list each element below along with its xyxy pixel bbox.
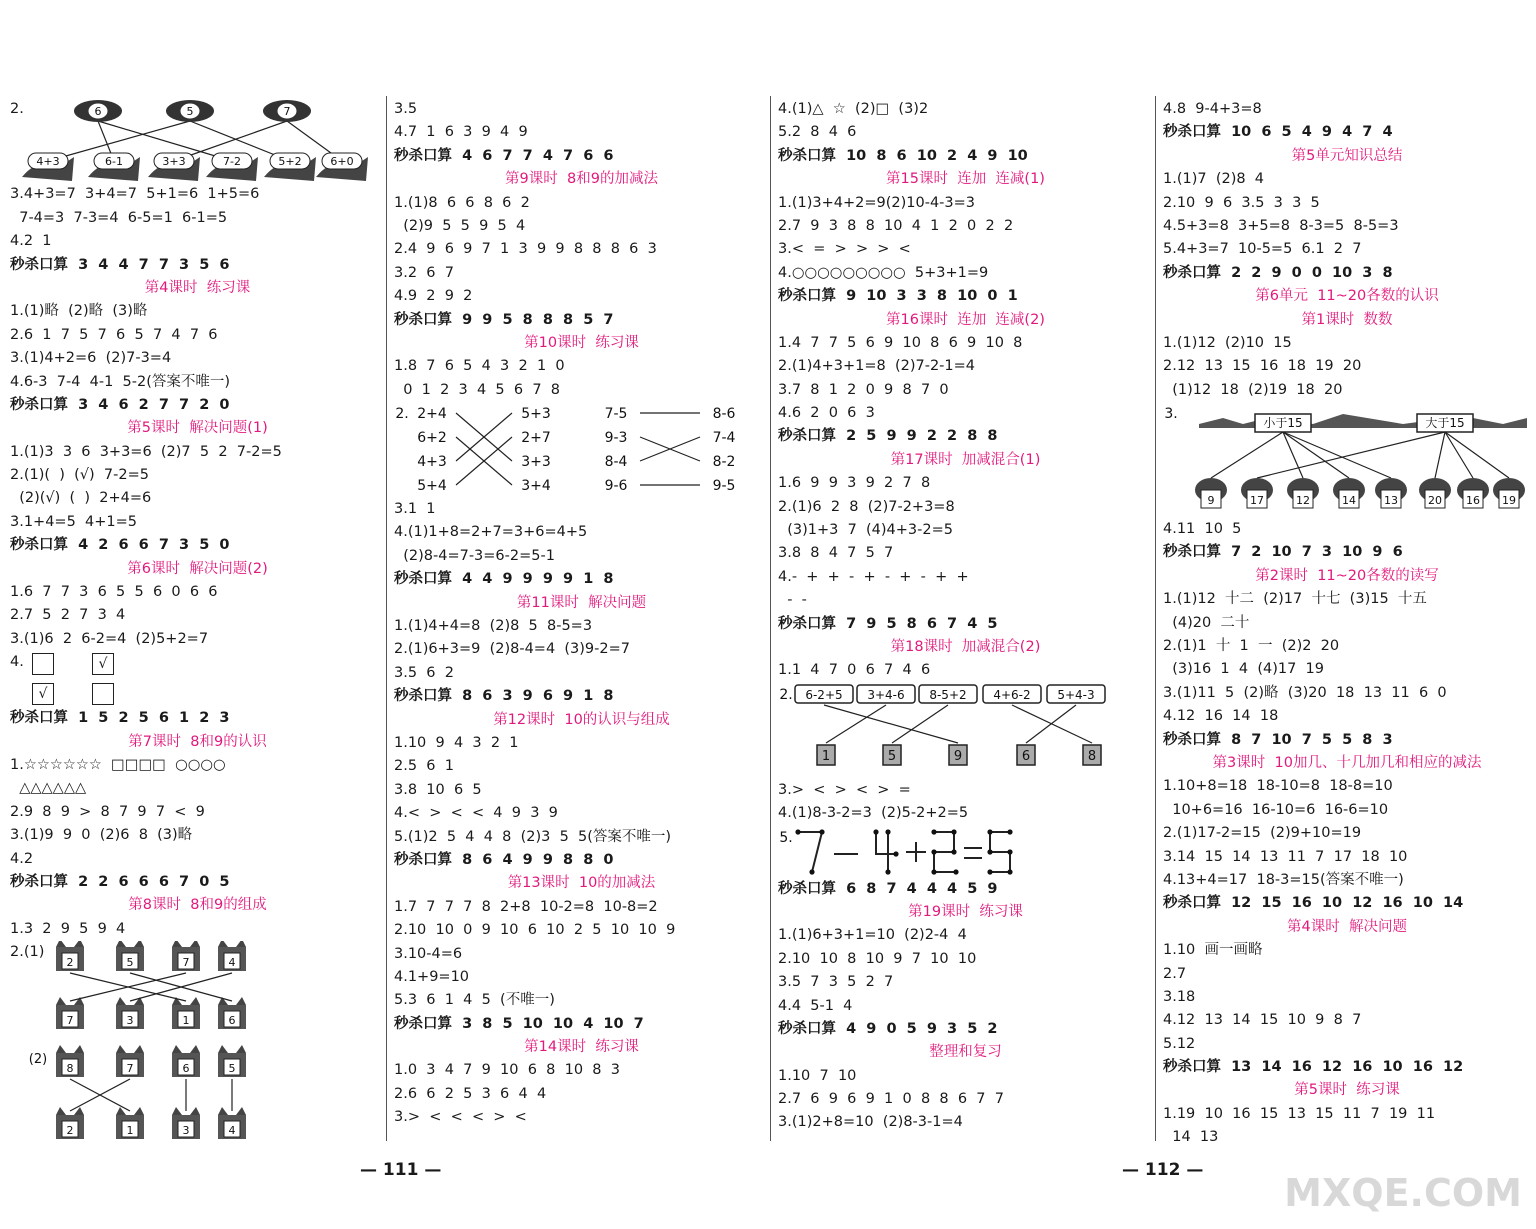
answer-column-1 — [10, 98, 385, 1151]
lesson-heading: 第6课时 解决问题(2) — [127, 560, 268, 577]
fish-expression: 7-2 — [223, 155, 241, 169]
answer-line: 1.4 7 7 5 6 9 10 8 6 9 10 8 — [778, 334, 1023, 351]
expression-card: 6-2+5 — [805, 687, 843, 702]
result-card: 5 — [887, 748, 897, 764]
column-divider-1 — [386, 96, 387, 1141]
compare-with-15-figure — [1163, 402, 1531, 518]
answer-line: 10+6=16 16-10=6 16-6=10 — [1163, 801, 1389, 818]
watermark-logo: MXQE.COM — [1284, 1171, 1522, 1215]
answer-line: 2.10 10 0 9 10 6 10 2 5 10 10 9 — [394, 922, 676, 939]
answer-line: 4.4 5-1 4 — [778, 997, 853, 1014]
expression-left: 6+2 — [417, 430, 447, 447]
expression-right: 7-5 — [604, 406, 628, 423]
lesson-heading: 第8课时 8和9的组成 — [128, 897, 267, 914]
expression-card: 3+4-6 — [867, 687, 905, 702]
lesson-heading: 第14课时 练习课 — [524, 1039, 639, 1056]
lesson-heading: 第6单元 11~20各数的认识 — [1255, 288, 1439, 305]
answer-line: 1.3 2 9 5 9 4 — [10, 920, 126, 937]
expression-card: 8-5+2 — [929, 687, 967, 702]
quick-calc-row: 秒杀口算 1 5 2 5 6 1 2 3 — [10, 710, 230, 727]
checkbox-answer-grid — [10, 651, 385, 707]
answer-line: 3.14 15 14 13 11 7 17 18 10 — [1163, 848, 1408, 865]
answer-line: 1.(1)3+4+2=9(2)10-4-3=3 — [778, 194, 976, 211]
answer-line: 2.5 6 1 — [394, 758, 454, 775]
answer-line: (2)9 5 5 9 5 4 — [394, 217, 526, 234]
result-card: 9 — [953, 748, 963, 764]
page-number-left: — 111 — — [360, 1160, 442, 1180]
answer-line: 2. — [10, 101, 24, 117]
answer-line: 4.13+4=17 18-3=15(答案不唯一) — [1163, 871, 1404, 888]
answer-line: 3.5 7 3 5 2 7 — [778, 974, 894, 991]
answer-checkbox: √ — [32, 683, 54, 705]
answer-line: 2.7 6 9 6 9 1 0 8 8 6 7 7 — [778, 1091, 1004, 1108]
animal-number: 7 — [182, 956, 190, 970]
quick-calc-row: 秒杀口算 10 6 5 4 9 4 7 4 — [1163, 124, 1393, 141]
answer-checkbox — [32, 653, 54, 675]
lesson-heading: 第3课时 10加几、十几加几和相应的减法 — [1212, 754, 1482, 771]
answer-line: 3.(1)4+2=6 (2)7-3=4 — [10, 350, 172, 367]
fish-expression: 6+0 — [330, 155, 354, 169]
answer-line: 4. — [10, 654, 24, 671]
animal-number: 2 — [66, 1124, 74, 1138]
expression-left: 3+4 — [521, 478, 551, 495]
answer-line: 2.7 5 2 7 3 4 — [10, 607, 126, 624]
answer-line: 7-4=3 7-3=4 6-5=1 6-1=5 — [10, 209, 228, 226]
animal-number: 4 — [228, 1124, 236, 1138]
expression-result-matching-figure — [778, 683, 1153, 779]
answer-line: 4.(1)△ ☆ (2)□ (3)2 — [778, 101, 929, 117]
animal-number: 1 — [182, 1014, 190, 1028]
answer-line: 1.(1)12 (2)10 15 — [1163, 334, 1292, 351]
answer-line: 3.18 — [1163, 988, 1196, 1005]
answer-line: 4.6-3 7-4 4-1 5-2(答案不唯一) — [10, 373, 231, 390]
answer-line: 5.12 — [1163, 1035, 1196, 1052]
quick-calc-row: 秒杀口算 4 4 9 9 9 9 1 8 — [394, 571, 614, 588]
animal-number: 5 — [228, 1062, 236, 1076]
answer-line: 2.4 9 6 9 7 1 3 9 9 8 8 8 6 3 — [394, 241, 657, 258]
answer-line: 4.8 9-4+3=8 — [1163, 101, 1262, 117]
animal-number: 16 — [1466, 494, 1480, 508]
answer-line: 3.4+3=7 3+4=7 5+1=6 1+5=6 — [10, 186, 260, 203]
answer-line: 2.7 — [1163, 965, 1187, 982]
lesson-heading: 第4课时 解决问题 — [1287, 918, 1407, 935]
expression-left: 4+3 — [417, 454, 447, 471]
answer-line: 1.(1)6+3+1=10 (2)2-4 4 — [778, 927, 967, 944]
lesson-heading: 第18课时 加减混合(2) — [890, 638, 1041, 655]
answer-line: 4.○○○○○○○○○ 5+3+1=9 — [778, 264, 989, 281]
answer-line: 2.(1)( ) (√) 7-2=5 — [10, 467, 149, 484]
answer-checkbox — [92, 683, 114, 705]
answer-line: - - — [778, 592, 807, 609]
answer-line: 1.(1)7 (2)8 4 — [1163, 171, 1265, 188]
quick-calc-row: 秒杀口算 2 2 9 0 0 10 3 8 — [1163, 264, 1393, 281]
answer-line: 1.☆☆☆☆☆☆ □□□□ ○○○○ — [10, 756, 226, 773]
answer-line: 3.8 8 4 7 5 7 — [778, 545, 894, 562]
expression-right: 9-6 — [604, 478, 628, 495]
column-divider-3 — [1155, 96, 1156, 1141]
quick-calc-row: 秒杀口算 8 7 10 7 5 5 8 3 — [1163, 731, 1393, 748]
expression-right: 9-3 — [604, 430, 628, 447]
answer-line: 4.(1)8-3-2=3 (2)5-2+2=5 — [778, 805, 969, 822]
answer-line: 1.1 4 7 0 6 7 4 6 — [778, 662, 931, 679]
answer-line: 1.10 画一画略 — [1163, 942, 1263, 959]
answer-line: 4.12 13 14 15 10 9 8 7 — [1163, 1012, 1362, 1029]
answer-line: 3.1 1 — [394, 501, 436, 518]
answer-line: 2. — [395, 406, 409, 423]
lesson-heading: 第13课时 10的加减法 — [507, 875, 656, 892]
answer-line: 4.1+9=10 — [394, 968, 470, 985]
answer-line: 1.6 7 7 3 6 5 5 6 0 6 6 — [10, 584, 218, 601]
lesson-heading: 第5课时 练习课 — [1294, 1082, 1400, 1099]
lesson-heading: 第4课时 练习课 — [144, 279, 251, 296]
expression-right: 8-6 — [712, 406, 736, 423]
ball-number: 7 — [283, 105, 291, 119]
animal-pairing-figure — [10, 941, 385, 1151]
answer-line: 3.5 6 2 — [394, 664, 454, 681]
quick-calc-row: 秒杀口算 3 4 4 7 7 3 5 6 — [10, 256, 230, 273]
answer-checkbox: √ — [92, 653, 114, 675]
animal-number: 7 — [66, 1014, 74, 1028]
answer-line: 4.9 2 9 2 — [394, 288, 473, 305]
answer-line: 2.6 1 7 5 7 6 5 7 4 7 6 — [10, 326, 218, 343]
answer-line: 3.< = > > > < — [778, 241, 911, 258]
answer-line: (2)8-4=7-3=6-2=5-1 — [394, 547, 555, 564]
answer-line: 2.(1)4+3+1=8 (2)7-2-1=4 — [778, 358, 975, 375]
answer-line: 4.(1)1+8=2+7=3+6=4+5 — [394, 524, 588, 541]
answer-line: (4)20 二十 — [1163, 614, 1250, 631]
lesson-heading: 整理和复习 — [929, 1044, 1002, 1061]
answer-line: 1.0 3 4 7 9 10 6 8 10 8 3 — [394, 1062, 620, 1079]
quick-calc-row: 秒杀口算 8 6 4 9 9 8 8 0 — [394, 851, 614, 868]
answer-line: 2.(1) — [10, 944, 45, 961]
quick-calc-row: 秒杀口算 9 9 5 8 8 8 5 7 — [394, 311, 614, 328]
answer-line: 1.10 9 4 3 2 1 — [394, 734, 519, 751]
fish-expression: 4+3 — [36, 155, 60, 169]
answer-line: 3.(1)6 2 6-2=4 (2)5+2=7 — [10, 630, 209, 647]
animal-number: 20 — [1428, 494, 1442, 508]
answer-line: 1.(1)略 (2)略 (3)略 — [10, 303, 148, 320]
column-divider-2 — [770, 96, 771, 1141]
answer-line: 4.2 — [10, 850, 34, 867]
quick-calc-row: 秒杀口算 7 2 10 7 3 10 9 6 — [1163, 544, 1403, 561]
answer-column-2 — [394, 98, 769, 1130]
result-card: 1 — [821, 748, 831, 764]
answer-line: 3. — [1164, 406, 1178, 423]
answer-line: 4.7 1 6 3 9 4 9 — [394, 124, 528, 141]
answer-line: 2.6 6 2 5 3 6 4 4 — [394, 1085, 547, 1102]
answer-line: 5.(1)2 5 4 4 8 (2)3 5 5(答案不唯一) — [394, 828, 672, 845]
answer-line: 3.8 10 6 5 — [394, 781, 482, 798]
quick-calc-row: 秒杀口算 6 8 7 4 4 4 5 9 — [778, 880, 998, 897]
expression-right: 7-4 — [712, 430, 736, 447]
expression-card: 5+4-3 — [1057, 687, 1095, 702]
animal-number: 12 — [1296, 494, 1310, 508]
lesson-heading: 第10课时 练习课 — [524, 334, 639, 351]
answer-line: 1.10+8=18 18-10=8 18-8=10 — [1163, 778, 1393, 795]
answer-line: 2.(1)6+3=9 (2)8-4=4 (3)9-2=7 — [394, 641, 630, 658]
part-label: (2) — [28, 1052, 48, 1068]
animal-number: 19 — [1502, 494, 1516, 508]
expression-left: 5+4 — [417, 478, 447, 495]
answer-line: 1.(1)3 3 6 3+3=6 (2)7 5 2 7-2=5 — [10, 443, 282, 460]
lesson-heading: 第9课时 8和9的加减法 — [505, 171, 658, 188]
animal-number: 6 — [182, 1062, 190, 1076]
expression-matching-figure — [394, 402, 769, 498]
dot-digits-icon — [795, 829, 1012, 874]
animal-number: 9 — [1207, 494, 1215, 508]
less-than-15-sign: 小于15 — [1263, 416, 1303, 431]
expression-card: 4+6-2 — [993, 687, 1031, 702]
answer-line: 2.(1)1 十 1 一 (2)2 20 — [1163, 638, 1340, 655]
answer-line: 1.(1)4+4=8 (2)8 5 8-5=3 — [394, 618, 593, 635]
result-card: 8 — [1087, 748, 1097, 764]
answer-column-4 — [1163, 98, 1531, 1150]
answer-line: 3.1+4=5 4+1=5 — [10, 513, 138, 530]
animal-number: 17 — [1250, 494, 1264, 508]
answer-line: 2.9 8 9 > 8 7 9 7 < 9 — [10, 803, 205, 820]
lesson-heading: 第11课时 解决问题 — [516, 594, 647, 611]
answer-line: △△△△△△ — [10, 780, 87, 797]
answer-line: 3.(1)9 9 0 (2)6 8 (3)略 — [10, 827, 193, 844]
quick-calc-row: 秒杀口算 2 2 6 6 6 7 0 5 — [10, 873, 230, 890]
answer-line: 14 13 — [1163, 1129, 1219, 1146]
answer-line: 3.2 6 7 — [394, 264, 454, 281]
fish-expression: 5+2 — [278, 155, 302, 169]
quick-calc-row: 秒杀口算 8 6 3 9 6 9 1 8 — [394, 688, 614, 705]
animal-number: 4 — [228, 956, 236, 970]
answer-column-3 — [778, 98, 1153, 1135]
result-card: 6 — [1021, 748, 1031, 764]
lesson-heading: 第5单元知识总结 — [1291, 147, 1403, 164]
answer-line: 5.4+3=7 10-5=5 6.1 2 7 — [1163, 241, 1362, 258]
animal-number: 3 — [126, 1014, 134, 1028]
expression-left: 2+7 — [521, 430, 551, 447]
answer-line: 1.10 7 10 — [778, 1067, 857, 1084]
ball-number: 6 — [94, 105, 102, 119]
animal-number: 7 — [126, 1062, 134, 1076]
quick-calc-row: 秒杀口算 4 6 7 7 4 7 6 6 — [394, 147, 614, 164]
quick-calc-row: 秒杀口算 3 4 6 2 7 7 2 0 — [10, 396, 230, 413]
answer-line: 3.> < > < > = — [778, 781, 911, 798]
answer-line: 2.(1)6 2 8 (2)7-2+3=8 — [778, 498, 955, 515]
answer-line: 2.7 9 3 8 8 10 4 1 2 0 2 2 — [778, 217, 1014, 234]
animal-number: 2 — [66, 956, 74, 970]
lesson-heading: 第16课时 连加 连减(2) — [886, 311, 1045, 328]
animal-number: 6 — [228, 1014, 236, 1028]
quick-calc-row: 秒杀口算 13 14 16 12 16 10 16 12 — [1163, 1059, 1464, 1076]
expression-right: 8-2 — [712, 454, 736, 471]
expression-right: 9-5 — [712, 478, 736, 495]
animal-number: 14 — [1342, 494, 1356, 508]
answer-line: 1.(1)12 十二 (2)17 十七 (3)15 十五 — [1163, 591, 1427, 608]
answer-line: 1.(1)8 6 6 8 6 2 — [394, 194, 530, 211]
lesson-heading: 第19课时 练习课 — [908, 903, 1023, 920]
answer-line: (1)12 18 (2)19 18 20 — [1163, 381, 1343, 398]
fish-expression: 3+3 — [162, 155, 186, 169]
quick-calc-row: 秒杀口算 12 15 16 10 12 16 10 14 — [1163, 895, 1464, 912]
answer-line: 3.10-4=6 — [394, 945, 463, 962]
answer-line: 2.(1)17-2=15 (2)9+10=19 — [1163, 825, 1362, 842]
answer-line: (2)(√) ( ) 2+4=6 — [10, 490, 152, 507]
animal-number: 13 — [1384, 494, 1398, 508]
answer-line: 4.12 16 14 18 — [1163, 708, 1279, 725]
quick-calc-row: 秒杀口算 4 2 6 6 7 3 5 0 — [10, 537, 230, 554]
answer-line: 1.6 9 9 3 9 2 7 8 — [778, 475, 931, 492]
page-number-right: — 112 — — [1122, 1160, 1204, 1180]
scenery-icon — [1199, 414, 1527, 431]
answer-line: 1.19 10 16 15 13 15 11 7 19 11 — [1163, 1105, 1436, 1122]
answer-line: 3.7 8 1 2 0 9 8 7 0 — [778, 381, 949, 398]
answer-line: 3.(1)2+8=10 (2)8-3-1=4 — [778, 1114, 963, 1131]
answer-line: 2.10 9 6 3.5 3 3 5 — [1163, 194, 1320, 211]
ball-number: 5 — [186, 105, 194, 119]
greater-than-15-sign: 大于15 — [1425, 416, 1465, 431]
answer-line: 5. — [779, 829, 793, 846]
lesson-heading: 第1课时 数数 — [1301, 311, 1393, 328]
answer-line: 3.5 — [394, 101, 418, 117]
answer-line: 1.8 7 6 5 4 3 2 1 0 — [394, 358, 565, 375]
animal-number: 8 — [66, 1062, 74, 1076]
lesson-heading: 第2课时 11~20各数的读写 — [1255, 567, 1439, 584]
answer-line: 5.3 6 1 4 5 (不唯一) — [394, 992, 555, 1009]
quick-calc-row: 秒杀口算 3 8 5 10 10 4 10 7 — [394, 1015, 644, 1032]
quick-calc-row: 秒杀口算 10 8 6 10 2 4 9 10 — [778, 147, 1028, 164]
expression-left: 2+4 — [417, 406, 447, 423]
answer-line: (3)1+3 7 (4)4+3-2=5 — [778, 522, 953, 539]
lesson-heading: 第12课时 10的认识与组成 — [493, 711, 670, 728]
expression-left: 5+3 — [521, 406, 551, 423]
answer-line: 3.(1)11 5 (2)略 (3)20 18 13 11 6 0 — [1163, 684, 1447, 701]
answer-line: 4.6 2 0 6 3 — [778, 405, 875, 422]
animal-number: 5 — [126, 956, 134, 970]
lesson-heading: 第5课时 解决问题(1) — [127, 420, 268, 437]
answer-line: 4.5+3=8 3+5=8 8-3=5 8-5=3 — [1163, 217, 1399, 234]
quick-calc-row: 秒杀口算 2 5 9 9 2 2 8 8 — [778, 428, 998, 445]
answer-line: 2.12 13 15 16 18 19 20 — [1163, 358, 1362, 375]
quick-calc-row: 秒杀口算 7 9 5 8 6 7 4 5 — [778, 615, 998, 632]
lesson-heading: 第7课时 8和9的认识 — [128, 733, 267, 750]
answer-line: 2. — [779, 686, 793, 703]
answer-line: 0 1 2 3 4 5 6 7 8 — [394, 381, 560, 398]
lesson-heading: 第15课时 连加 连减(1) — [886, 171, 1045, 188]
animal-number: 3 — [182, 1124, 190, 1138]
answer-line: 5.2 8 4 6 — [778, 124, 857, 141]
quick-calc-row: 秒杀口算 9 10 3 3 8 10 0 1 — [778, 288, 1018, 305]
answer-line: 4.2 1 — [10, 233, 52, 250]
answer-line: 1.7 7 7 7 8 2+8 10-2=8 10-8=2 — [394, 898, 658, 915]
answer-line: 4.< > < < 4 9 3 9 — [394, 805, 558, 822]
fish-expression: 6-1 — [105, 155, 123, 169]
quick-calc-row: 秒杀口算 4 9 0 5 9 3 5 2 — [778, 1020, 998, 1037]
ball-fish-matching-figure — [10, 99, 385, 183]
lesson-heading: 第17课时 加减混合(1) — [890, 451, 1041, 468]
animal-number: 1 — [126, 1124, 134, 1138]
answer-line: 4.- + + - + - + - + + — [778, 568, 969, 585]
answer-line: 3.> < < < > < — [394, 1109, 527, 1126]
expression-left: 3+3 — [521, 454, 551, 471]
expression-right: 8-4 — [604, 454, 628, 471]
dot-digit-figure — [778, 826, 1153, 878]
answer-line: (3)16 1 4 (4)17 19 — [1163, 661, 1324, 678]
answer-line: 4.11 10 5 — [1163, 521, 1242, 538]
answer-line: 2.10 10 8 10 9 7 10 10 — [778, 950, 977, 967]
